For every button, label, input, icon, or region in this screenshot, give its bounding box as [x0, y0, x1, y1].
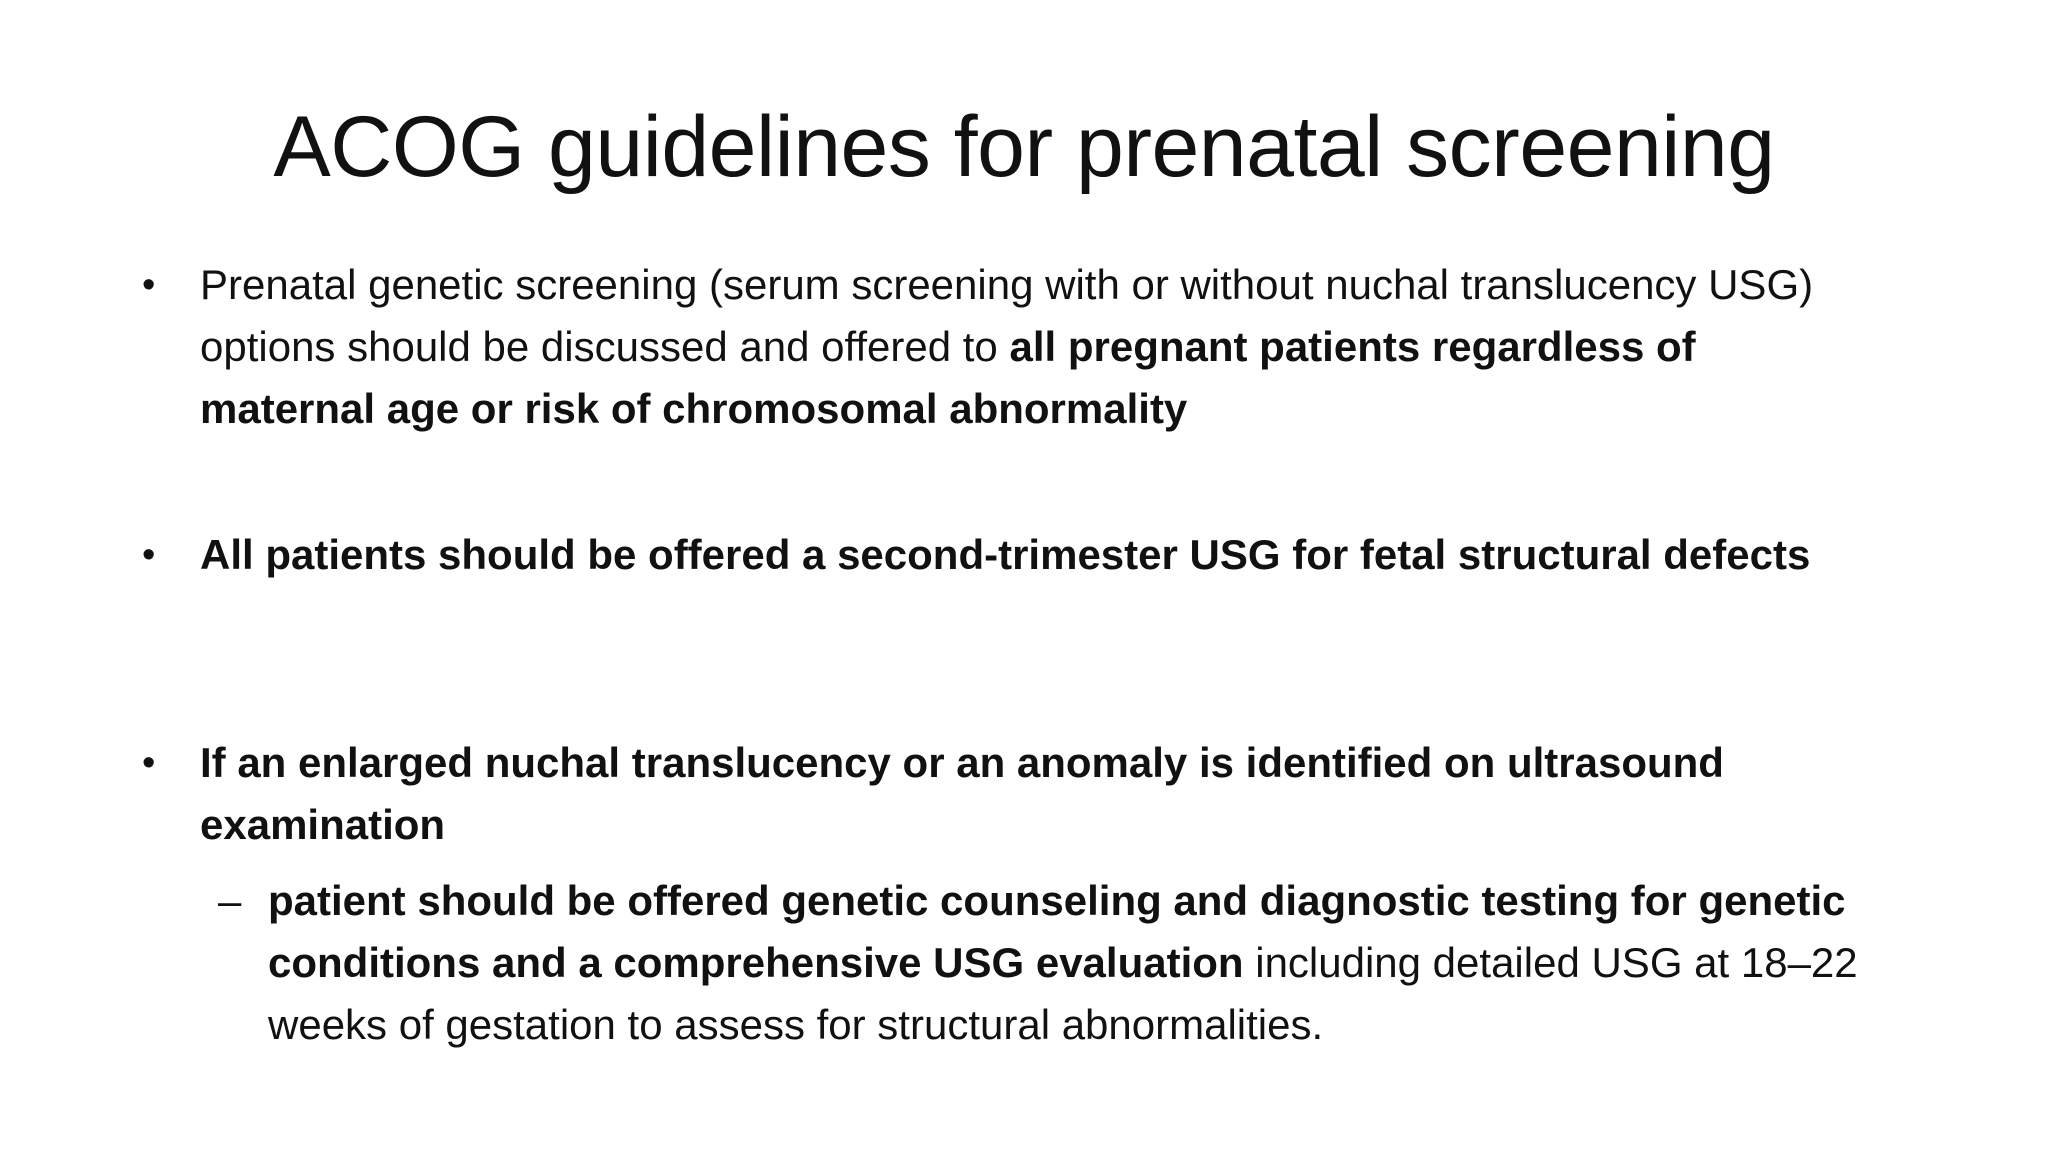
sub-bullet-marker: – — [218, 877, 242, 924]
bullet-item — [142, 524, 1880, 586]
bullet-marker: • — [142, 264, 156, 306]
sub-bullet-text-bold: patient should be offered genetic counseling and diagnostic testing for genetic conditions and a comprehensive USG evaluation — [268, 877, 1846, 986]
bullet-item — [142, 732, 1880, 856]
bullet-item — [142, 254, 1880, 440]
sub-bullet-text-regular: including detailed USG at 18–22 weeks of gestation to assess for structural abnormalities. — [268, 939, 1858, 1048]
bullet-text-regular: Prenatal genetic screening (serum screening with or without nuchal translucency USG) options should be discussed and offered to — [200, 261, 1814, 370]
sub-bullet-item — [218, 870, 1908, 1056]
bullet-text-bold: If an enlarged nuchal translucency or an anomaly is identified on ultrasound examination — [200, 739, 1724, 848]
bullet-marker: • — [142, 742, 156, 784]
slide-title: ACOG guidelines for prenatal screening — [273, 99, 1775, 195]
bullet-marker: • — [142, 534, 156, 576]
bullet-text-bold: All patients should be offered a second-trimester USG for fetal structural defects — [200, 531, 1811, 578]
bullet-text-bold: all pregnant patients regardless of maternal age or risk of chromosomal abnormality — [200, 323, 1696, 432]
